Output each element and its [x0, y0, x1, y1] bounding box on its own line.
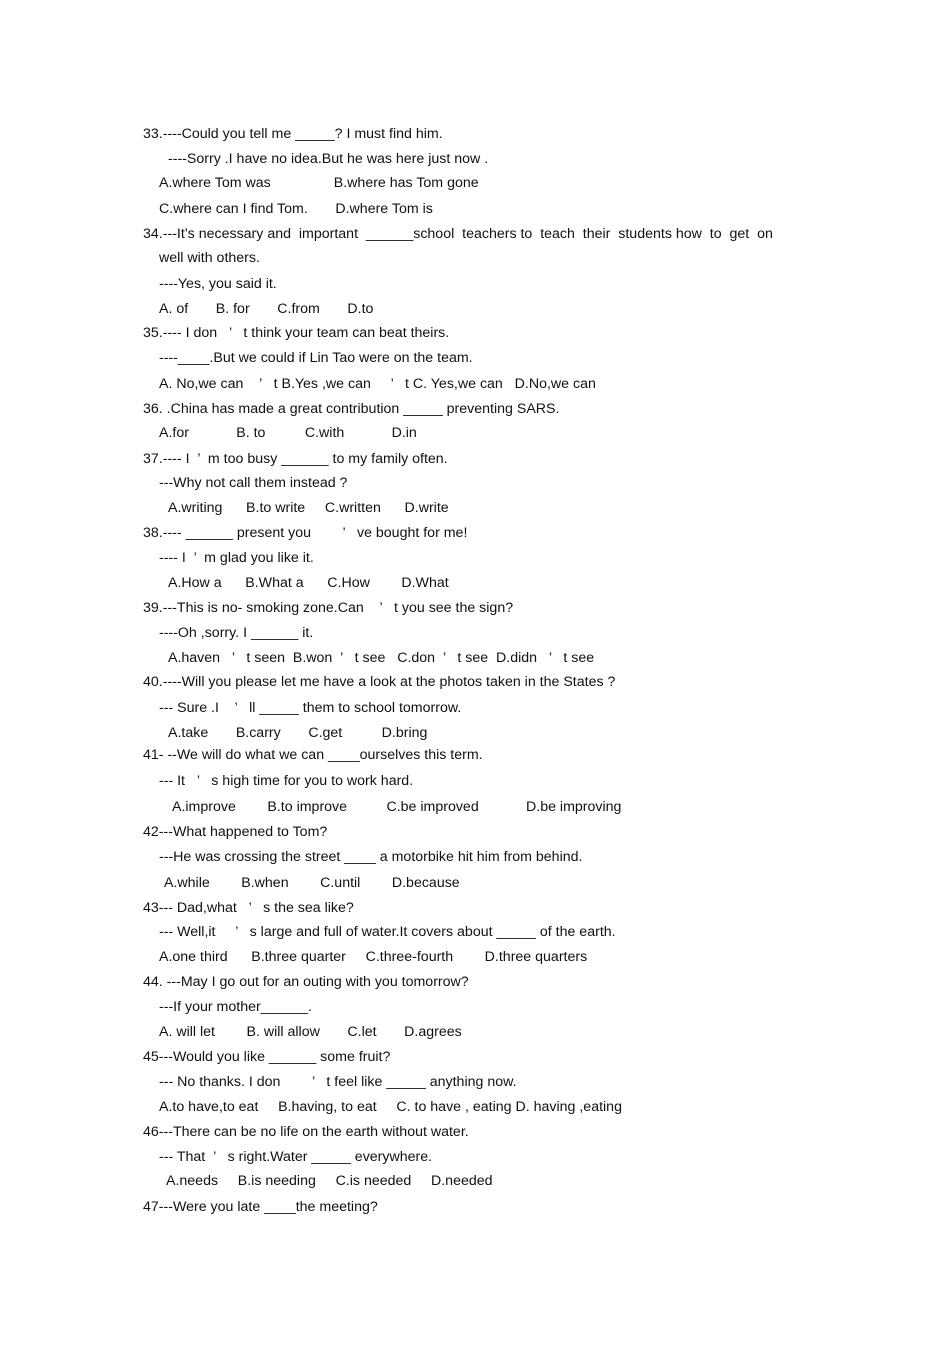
options-line: A.where Tom was B.where has Tom gone [159, 175, 479, 191]
question-46: 46---There can be no life on the earth without water. [143, 1124, 469, 1140]
options-line: A.one third B.three quarter C.three-fourth D.three quarters [159, 949, 588, 965]
answer-line: --- No thanks. I don ’ t feel like _____ anything now. [159, 1074, 517, 1090]
answer-line: ---- I ’ m glad you like it. [159, 550, 314, 566]
answer-line: ---He was crossing the street ____ a motorbike hit him from behind. [159, 849, 583, 865]
question-42: 42---What happened to Tom? [143, 824, 328, 840]
question-33: 33.----Could you tell me _____? I must find him. [143, 126, 443, 142]
answer-line: ----Yes, you said it. [159, 276, 277, 292]
question-34-continued: well with others. [159, 250, 260, 266]
options-line: A.take B.carry C.get D.bring [168, 725, 428, 741]
options-line: A.needs B.is needing C.is needed D.needed [166, 1173, 493, 1189]
question-35: 35.---- I don ’ t think your team can beat theirs. [143, 325, 450, 341]
answer-line: ---If your mother______. [159, 999, 312, 1015]
question-34: 34.---It’s necessary and important ______school teachers to teach their students how to get on [143, 226, 773, 242]
options-line: A.to have,to eat B.having, to eat C. to have , eating D. having ,eating [159, 1099, 622, 1115]
options-line: A.while B.when C.until D.because [164, 875, 460, 891]
answer-line: --- It ’ s high time for you to work hard. [159, 773, 414, 789]
answer-line: ---Why not call them instead ? [159, 475, 348, 491]
options-line: A.How a B.What a C.How D.What [168, 575, 449, 591]
answer-line: ----____.But we could if Lin Tao were on the team. [159, 350, 473, 366]
options-line: A. No,we can ’ t B.Yes ,we can ’ t C. Yes,we can D.No,we can [159, 376, 596, 392]
question-47: 47---Were you late ____the meeting? [143, 1199, 378, 1215]
answer-line: --- That ’ s right.Water _____ everywhere. [159, 1149, 433, 1165]
options-line: A.for B. to C.with D.in [159, 425, 417, 441]
answer-line: --- Well,it ’ s large and full of water.It covers about _____ of the earth. [159, 924, 616, 940]
options-line: A.haven ’ t seen B.won ’ t see C.don ’ t see D.didn ’ t see [168, 650, 595, 666]
answer-line: ----Oh ,sorry. I ______ it. [159, 625, 314, 641]
answer-line: --- Sure .I ’ ll _____ them to school tomorrow. [159, 700, 462, 716]
question-37: 37.---- I ’ m too busy ______ to my family often. [143, 451, 448, 467]
question-40: 40.----Will you please let me have a look at the photos taken in the States ? [143, 674, 616, 690]
options-line: A.improve B.to improve C.be improved D.be improving [172, 799, 622, 815]
question-44: 44. ---May I go out for an outing with you tomorrow? [143, 974, 469, 990]
question-36: 36. .China has made a great contribution _____ preventing SARS. [143, 401, 560, 417]
options-line: C.where can I find Tom. D.where Tom is [159, 201, 433, 217]
answer-line: ----Sorry .I have no idea.But he was here just now . [168, 151, 489, 167]
question-41: 41- --We will do what we can ____ourselves this term. [143, 747, 483, 763]
question-45: 45---Would you like ______ some fruit? [143, 1049, 391, 1065]
options-line: A.writing B.to write C.written D.write [168, 500, 449, 516]
question-38: 38.---- ______ present you ’ ve bought for me! [143, 525, 468, 541]
options-line: A. will let B. will allow C.let D.agrees [159, 1024, 462, 1040]
options-line: A. of B. for C.from D.to [159, 301, 374, 317]
question-43: 43--- Dad,what ’ s the sea like? [143, 900, 354, 916]
question-39: 39.---This is no- smoking zone.Can ’ t you see the sign? [143, 600, 514, 616]
